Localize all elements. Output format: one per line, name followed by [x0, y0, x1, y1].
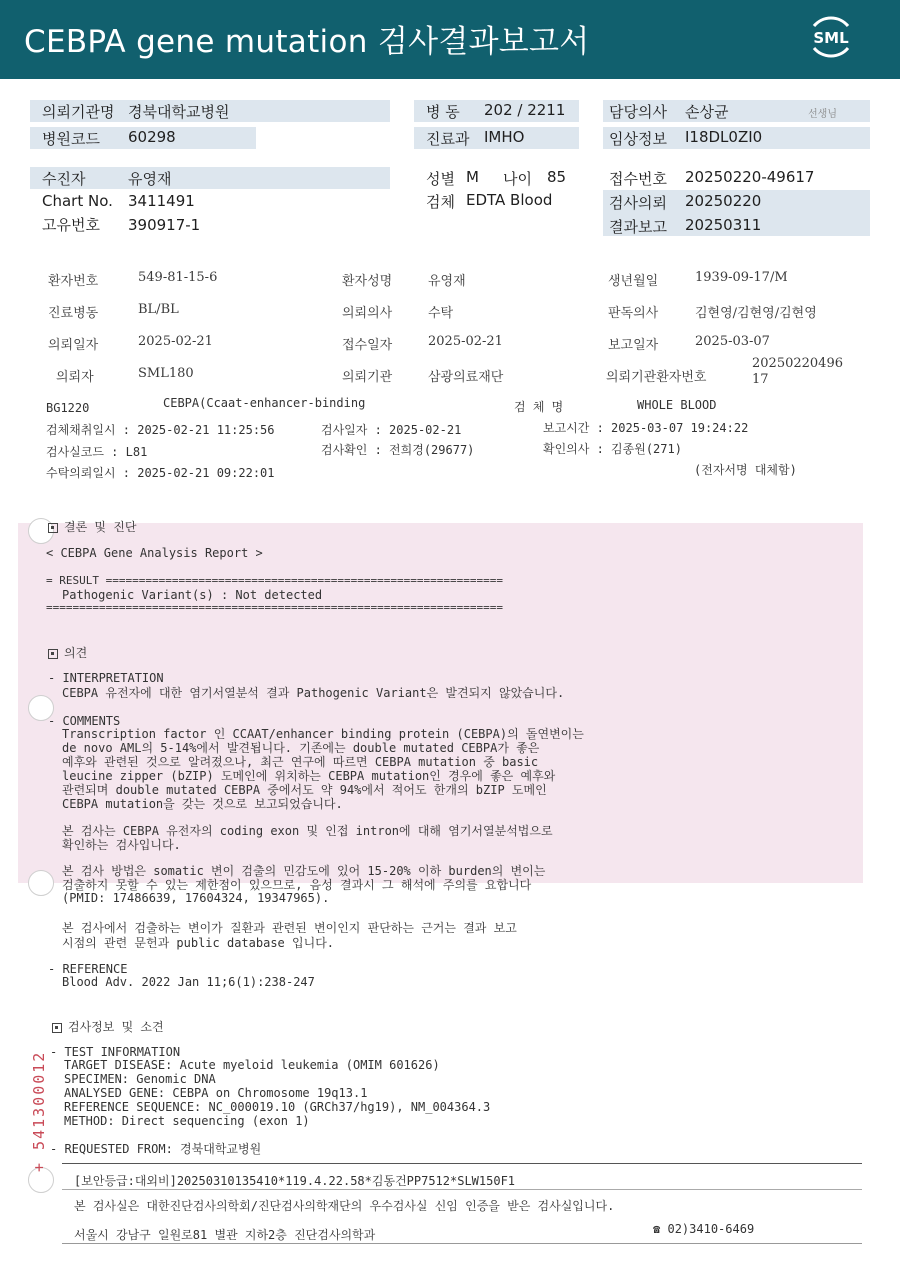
section-opinion: 의견	[48, 644, 87, 661]
comment-line: (PMID: 17486639, 17604324, 19347965).	[62, 891, 330, 905]
report-date: 20250311	[685, 216, 762, 234]
side-barcode-number: + 541300012	[30, 1050, 48, 1172]
scan-value: 2025022049617	[752, 356, 843, 387]
comment-line: Transcription factor 인 CCAAT/enhancer binding protein (CEBPA)의 돌연변이는	[62, 727, 584, 741]
scan-label: 접수일자	[342, 338, 393, 353]
report-time: 보고시간 : 2025-03-07 19:24:22	[543, 421, 749, 435]
report-title-line: < CEBPA Gene Analysis Report >	[46, 546, 263, 560]
unique-label: 고유번호	[42, 216, 100, 234]
footer-divider	[62, 1163, 862, 1164]
ward: 202 / 2211	[484, 101, 566, 119]
report-title: CEBPA gene mutation 검사결과보고서	[24, 24, 590, 60]
pathogenic-result: Pathogenic Variant(s) : Not detected	[62, 588, 323, 602]
scan-value: 유영재	[428, 274, 466, 289]
department: IMHO	[484, 128, 525, 146]
comment-line: leucine zipper (bZIP) 도메인에 위치하는 CEBPA mutation인 경우에 좋은 예후와	[62, 769, 556, 783]
scan-label: 의뢰일자	[48, 338, 99, 353]
sml-logo	[806, 12, 856, 62]
comment-line: 본 검사는 CEBPA 유전자의 coding exon 및 인접 intron에 대해 염기서열분석법으로	[62, 824, 553, 838]
unique-number: 390917-1	[128, 216, 201, 234]
comment-line: 시점의 관련 문헌과 public database 입니다.	[62, 936, 335, 950]
scan-value: 549-81-15-6	[138, 270, 218, 285]
scan-value: SML180	[138, 366, 194, 381]
test-info-line: SPECIMEN: Genomic DNA	[64, 1072, 216, 1086]
comment-line: 예후와 관련된 것으로 알려졌으나, 최근 연구에 따르면 CEBPA mutation 중 basic	[62, 755, 539, 769]
divider-line: =====================================================================	[46, 601, 503, 614]
sex-label: 성별	[426, 170, 455, 188]
section-conclusion: 결론 및 진단	[48, 518, 136, 535]
specimen-name: WHOLE BLOOD	[637, 398, 717, 412]
section-box-icon	[48, 649, 58, 659]
specimen: EDTA Blood	[466, 191, 553, 209]
test-info-line: TARGET DISEASE: Acute myeloid leukemia (OMIM 601626)	[64, 1058, 440, 1072]
footer-divider	[62, 1243, 862, 1244]
scan-label: 의뢰의사	[342, 306, 393, 321]
chart-label: Chart No.	[42, 192, 113, 210]
scan-label: 의뢰기관환자번호	[606, 370, 707, 385]
lab-address: 서울시 강남구 일원로81 별관 지하2층 진단검사의학과	[74, 1228, 376, 1242]
phone-contact: ☎ 02)3410-6469	[653, 1222, 755, 1236]
hospital-code: 60298	[128, 128, 176, 146]
scan-value: 수탁	[428, 306, 454, 321]
scan-value: 2025-02-21	[428, 334, 503, 349]
clinical-label: 임상정보	[609, 130, 667, 148]
section-test-info: 검사정보 및 소견	[52, 1018, 164, 1035]
comments-heading: - COMMENTS	[48, 714, 121, 728]
scan-value: 1939-09-17/M	[695, 270, 788, 285]
collection-datetime: 검체채취일시 : 2025-02-21 11:25:56	[46, 423, 275, 437]
interpretation-text: CEBPA 유전자에 대한 염기서열분석 결과 Pathogenic Variant은 발견되지 않았습니다.	[62, 686, 565, 700]
scan-value: BL/BL	[138, 302, 179, 317]
report-header	[0, 0, 900, 79]
test-code: BG1220	[46, 401, 90, 415]
sex: M	[466, 168, 479, 186]
security-line: [보안등급:대외비]20250310135410*119.4.22.58*김동건PP7512*SLW150F1	[74, 1174, 516, 1188]
punch-hole	[28, 870, 54, 896]
section-box-icon	[48, 523, 58, 533]
specimen-label: 검체	[426, 193, 455, 211]
hospital-code-label: 병원코드	[42, 130, 100, 148]
test-date: 검사일자 : 2025-02-21	[321, 423, 462, 437]
ward-label: 병 동	[426, 103, 460, 121]
doctor-label: 담당의사	[609, 103, 667, 121]
chart-number: 3411491	[128, 192, 195, 210]
scan-label: 생년월일	[608, 274, 659, 289]
test-information-heading: - TEST INFORMATION	[50, 1045, 181, 1059]
comment-line: 본 검사에서 검출하는 변이가 질환과 관련된 변이인지 판단하는 근거는 결과 보고	[62, 921, 517, 935]
section-box-icon	[52, 1023, 62, 1033]
scan-label: 의뢰기관	[342, 370, 393, 385]
scan-label: 환자성명	[342, 274, 393, 289]
receipt-label: 접수번호	[609, 170, 667, 188]
doctor-suffix: 선생님	[808, 109, 837, 120]
clinical: I18DL0ZI0	[685, 128, 763, 146]
result-line: = RESULT ============================================================	[46, 574, 503, 587]
confirm-doctor: 확인의사 : 김종원(271)	[543, 442, 682, 456]
referring-institution-label: 의뢰기관명	[42, 103, 115, 121]
comment-line: 검출하지 못할 수 있는 제한점이 있으므로, 음성 결과시 그 해석에 주의를 요합니다	[62, 878, 532, 892]
scan-value: 삼광의료재단	[428, 370, 504, 385]
age-label: 나이	[503, 170, 532, 188]
request-date: 20250220	[685, 192, 762, 210]
certification-text: 본 검사실은 대한진단검사의학회/진단검사의학재단의 우수검사실 신임 인증을 받은 검사실입니다.	[74, 1199, 615, 1213]
referring-institution: 경북대학교병원	[128, 103, 230, 121]
test-name: CEBPA(Ccaat-enhancer-binding	[163, 396, 366, 410]
comment-line: CEBPA mutation을 갖는 것으로 보고되었습니다.	[62, 797, 343, 811]
reference-text: Blood Adv. 2022 Jan 11;6(1):238-247	[62, 975, 315, 989]
scan-label: 판독의사	[608, 306, 659, 321]
department-label: 진료과	[426, 130, 470, 148]
scan-value: 2025-02-21	[138, 334, 213, 349]
scan-value: 2025-03-07	[695, 334, 770, 349]
comment-line: 본 검사 방법은 somatic 변이 검출의 민감도에 있어 15-20% 이하 burden의 변이는	[62, 864, 546, 878]
sml-logo-text: SML	[813, 29, 849, 47]
consignment-datetime: 수탁의뢰일시 : 2025-02-21 09:22:01	[46, 466, 275, 480]
test-info-line: ANALYSED GENE: CEBPA on Chromosome 19q13.1	[64, 1086, 368, 1100]
comment-line: 확인하는 검사입니다.	[62, 838, 181, 852]
test-confirmer: 검사확인 : 전희경(29677)	[321, 443, 475, 457]
patient-label: 수진자	[42, 170, 86, 188]
report-label: 결과보고	[609, 218, 667, 236]
age: 85	[547, 168, 567, 186]
scan-label: 환자번호	[48, 274, 99, 289]
doctor: 손상균	[685, 103, 729, 121]
scan-label: 보고일자	[608, 338, 659, 353]
electronic-signature-note: (전자서명 대체함)	[694, 463, 797, 477]
comment-line: de novo AML의 5-14%에서 발견됩니다. 기존에는 double mutated CEBPA가 좋은	[62, 741, 540, 755]
test-info-line: METHOD: Direct sequencing (exon 1)	[64, 1114, 310, 1128]
specimen-name-label: 검 체 명	[514, 400, 564, 414]
scan-label: 진료병동	[48, 306, 99, 321]
request-label: 검사의뢰	[609, 194, 667, 212]
lab-code: 검사실코드 : L81	[46, 445, 148, 459]
scan-label: 의뢰자	[56, 370, 94, 385]
scan-value: 김현영/김현영/김현영	[695, 306, 817, 321]
requested-from: - REQUESTED FROM: 경북대학교병원	[50, 1142, 262, 1156]
interpretation-heading: - INTERPRETATION	[48, 671, 164, 685]
test-info-line: REFERENCE SEQUENCE: NC_000019.10 (GRCh37/hg19), NM_004364.3	[64, 1100, 491, 1114]
patient: 유영재	[128, 170, 172, 188]
reference-heading: - REFERENCE	[48, 962, 128, 976]
footer-divider	[62, 1189, 862, 1190]
phone-icon: ☎	[653, 1222, 661, 1236]
comment-line: 관련되며 double mutated CEBPA 중에서도 약 94%에서 적어도 한개의 bZIP 도메인	[62, 783, 547, 797]
receipt-number: 20250220-49617	[685, 168, 815, 186]
